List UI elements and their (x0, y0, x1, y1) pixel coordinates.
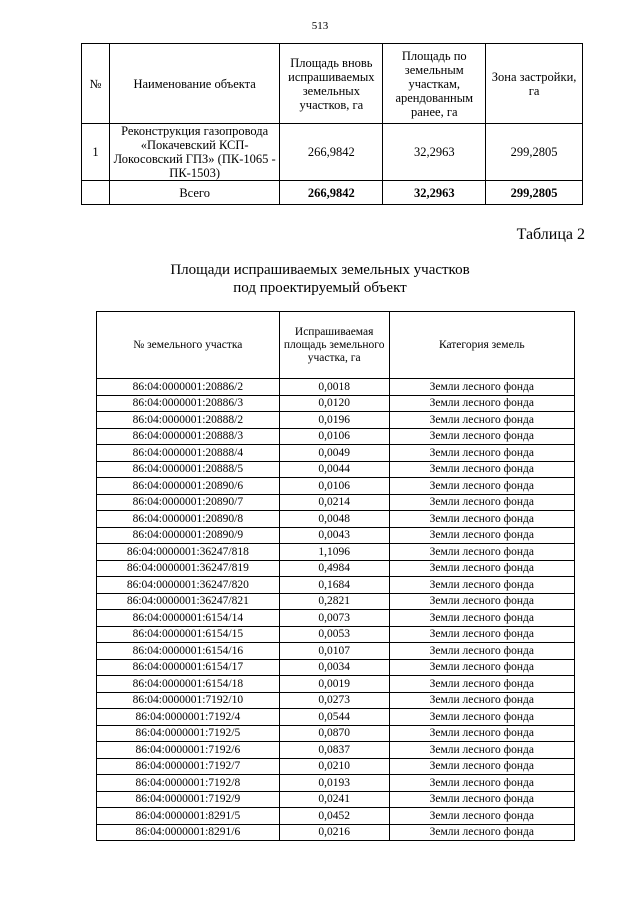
table2-cell-area: 0,0452 (279, 808, 389, 825)
table2-cell-area: 0,0019 (279, 676, 389, 693)
table-row (97, 775, 575, 792)
table-row (97, 544, 575, 561)
table2-cell-plot-number: 86:04:0000001:7192/9 (97, 791, 280, 808)
table2-cell-plot-number: 86:04:0000001:8291/5 (97, 808, 280, 825)
table1-header-new-area: Площадь вновь испрашиваемых земельных участков, га (280, 44, 383, 124)
table2-cell-plot-number: 86:04:0000001:20886/3 (97, 395, 280, 412)
object-area-table (81, 43, 583, 205)
table2-cell-area: 0,0034 (279, 659, 389, 676)
table2-cell-area: 0,0043 (279, 527, 389, 544)
table2-cell-land-category: Земли лесного фонда (389, 511, 574, 528)
table2-cell-plot-number: 86:04:0000001:20888/2 (97, 412, 280, 429)
table2-cell-plot-number: 86:04:0000001:20888/5 (97, 461, 280, 478)
table2-cell-area: 0,0049 (279, 445, 389, 462)
table-row (97, 709, 575, 726)
table2-cell-land-category: Земли лесного фонда (389, 494, 574, 511)
table2-cell-plot-number: 86:04:0000001:6154/14 (97, 610, 280, 627)
table2-cell-plot-number: 86:04:0000001:20890/9 (97, 527, 280, 544)
table2-header-area: Испрашиваемая площадь земельного участка, га (279, 312, 389, 379)
table2-cell-area: 0,0018 (279, 379, 389, 396)
table2-cell-land-category: Земли лесного фонда (389, 709, 574, 726)
table2-cell-plot-number: 86:04:0000001:20890/6 (97, 478, 280, 495)
table1-header-row (82, 44, 583, 124)
table2-cell-plot-number: 86:04:0000001:7192/5 (97, 725, 280, 742)
table-row (97, 808, 575, 825)
table-row (82, 124, 583, 181)
page-number: 513 (311, 20, 329, 32)
table-row (97, 379, 575, 396)
table-row (97, 643, 575, 660)
table2-cell-area: 0,0053 (279, 626, 389, 643)
table2-cell-plot-number: 86:04:0000001:6154/18 (97, 676, 280, 693)
table2-cell-land-category: Земли лесного фонда (389, 659, 574, 676)
table2-cell-area: 0,0106 (279, 428, 389, 445)
table2-cell-area: 0,0210 (279, 758, 389, 775)
table2-cell-land-category: Земли лесного фонда (389, 527, 574, 544)
table2-cell-land-category: Земли лесного фонда (389, 395, 574, 412)
table2-cell-land-category: Земли лесного фонда (389, 824, 574, 841)
table-row (97, 395, 575, 412)
table2-label: Таблица 2 (516, 226, 585, 243)
table1-total-empty (82, 181, 110, 205)
table2-cell-area: 0,0073 (279, 610, 389, 627)
table2-header-plot-number: № земельного участка (97, 312, 280, 379)
table1-cell-zone: 299,2805 (486, 124, 583, 181)
table2-cell-plot-number: 86:04:0000001:7192/6 (97, 742, 280, 759)
table2-cell-plot-number: 86:04:0000001:20890/7 (97, 494, 280, 511)
table2-cell-land-category: Земли лесного фонда (389, 544, 574, 561)
table1-total-row (82, 181, 583, 205)
table2-cell-land-category: Земли лесного фонда (389, 445, 574, 462)
table2-cell-land-category: Земли лесного фонда (389, 775, 574, 792)
table1-total-new-area: 266,9842 (280, 181, 383, 205)
table2-cell-area: 0,0048 (279, 511, 389, 528)
table2-cell-plot-number: 86:04:0000001:6154/15 (97, 626, 280, 643)
table2-cell-area: 0,0870 (279, 725, 389, 742)
table2-cell-land-category: Земли лесного фонда (389, 428, 574, 445)
table2-header-land-category: Категория земель (389, 312, 574, 379)
table1-header-leased-area: Площадь по земельным участкам, арендованным ранее, га (383, 44, 486, 124)
table-row (97, 560, 575, 577)
table2-cell-area: 0,0120 (279, 395, 389, 412)
table2-cell-area: 0,0196 (279, 412, 389, 429)
table-row (97, 791, 575, 808)
table2-cell-land-category: Земли лесного фонда (389, 808, 574, 825)
table2-cell-area: 0,1684 (279, 577, 389, 594)
table2-cell-land-category: Земли лесного фонда (389, 692, 574, 709)
table-row (97, 676, 575, 693)
table-row (97, 577, 575, 594)
table2-cell-area: 0,0241 (279, 791, 389, 808)
table1-header-number: № (82, 44, 110, 124)
table2-cell-area: 0,0216 (279, 824, 389, 841)
table2-cell-area: 0,0273 (279, 692, 389, 709)
table-row (97, 659, 575, 676)
table2-cell-land-category: Земли лесного фонда (389, 610, 574, 627)
table2-title-line1: Площади испрашиваемых земельных участков (170, 262, 470, 278)
table2-cell-area: 0,0544 (279, 709, 389, 726)
table2-header-row (97, 312, 575, 379)
table2-cell-plot-number: 86:04:0000001:20890/8 (97, 511, 280, 528)
table2-cell-land-category: Земли лесного фонда (389, 742, 574, 759)
land-plots-table (96, 311, 575, 841)
table1-total-label: Всего (109, 181, 279, 205)
table2-cell-land-category: Земли лесного фонда (389, 461, 574, 478)
table2-cell-area: 0,2821 (279, 593, 389, 610)
table2-cell-plot-number: 86:04:0000001:7192/10 (97, 692, 280, 709)
table2-cell-land-category: Земли лесного фонда (389, 758, 574, 775)
table2-cell-area: 0,0107 (279, 643, 389, 660)
table2-cell-land-category: Земли лесного фонда (389, 676, 574, 693)
table1-cell-new-area: 266,9842 (280, 124, 383, 181)
table2-cell-plot-number: 86:04:0000001:36247/818 (97, 544, 280, 561)
table1-cell-leased-area: 32,2963 (383, 124, 486, 181)
table-row (97, 692, 575, 709)
table1-total-zone: 299,2805 (486, 181, 583, 205)
table2-cell-plot-number: 86:04:0000001:20888/3 (97, 428, 280, 445)
table2-cell-plot-number: 86:04:0000001:36247/821 (97, 593, 280, 610)
table2-cell-land-category: Земли лесного фонда (389, 791, 574, 808)
table2-title-line2: под проектируемый объект (233, 280, 407, 296)
table-row (97, 527, 575, 544)
table-row (97, 725, 575, 742)
table2-cell-plot-number: 86:04:0000001:7192/7 (97, 758, 280, 775)
table-row (97, 742, 575, 759)
table2-cell-area: 0,0044 (279, 461, 389, 478)
table2-cell-area: 0,4984 (279, 560, 389, 577)
table2-cell-plot-number: 86:04:0000001:8291/6 (97, 824, 280, 841)
table2-cell-area: 1,1096 (279, 544, 389, 561)
table-row (97, 824, 575, 841)
table-row (97, 610, 575, 627)
table1-cell-object-name: Реконструкция газопровода «Покачевский КСП-Локосовский ГПЗ» (ПК-1065 - ПК-1503) (109, 124, 279, 181)
table2-cell-land-category: Земли лесного фонда (389, 593, 574, 610)
table2-cell-land-category: Земли лесного фонда (389, 725, 574, 742)
table2-cell-plot-number: 86:04:0000001:7192/8 (97, 775, 280, 792)
table-row (97, 511, 575, 528)
table2-cell-plot-number: 86:04:0000001:7192/4 (97, 709, 280, 726)
table2-cell-land-category: Земли лесного фонда (389, 379, 574, 396)
table-row (97, 626, 575, 643)
table2-cell-land-category: Земли лесного фонда (389, 412, 574, 429)
table2-cell-area: 0,0193 (279, 775, 389, 792)
table-row (97, 758, 575, 775)
table-row (97, 593, 575, 610)
table2-cell-plot-number: 86:04:0000001:20886/2 (97, 379, 280, 396)
table1-total-leased-area: 32,2963 (383, 181, 486, 205)
table2-cell-plot-number: 86:04:0000001:6154/16 (97, 643, 280, 660)
table2-cell-land-category: Земли лесного фонда (389, 560, 574, 577)
table2-cell-plot-number: 86:04:0000001:36247/819 (97, 560, 280, 577)
table-row (97, 428, 575, 445)
table2-cell-plot-number: 86:04:0000001:20888/4 (97, 445, 280, 462)
table2-title (0, 261, 640, 297)
table-row (97, 412, 575, 429)
table-row (97, 478, 575, 495)
table2-cell-land-category: Земли лесного фонда (389, 626, 574, 643)
table2-cell-area: 0,0106 (279, 478, 389, 495)
table1-header-object-name: Наименование объекта (109, 44, 279, 124)
table2-cell-area: 0,0214 (279, 494, 389, 511)
table-row (97, 461, 575, 478)
table-row (97, 494, 575, 511)
table2-cell-land-category: Земли лесного фонда (389, 577, 574, 594)
table2-cell-plot-number: 86:04:0000001:36247/820 (97, 577, 280, 594)
table2-cell-plot-number: 86:04:0000001:6154/17 (97, 659, 280, 676)
table2-cell-area: 0,0837 (279, 742, 389, 759)
table2-cell-land-category: Земли лесного фонда (389, 643, 574, 660)
table1-header-zone: Зона застройки, га (486, 44, 583, 124)
table1-cell-number: 1 (82, 124, 110, 181)
table2-cell-land-category: Земли лесного фонда (389, 478, 574, 495)
table-row (97, 445, 575, 462)
